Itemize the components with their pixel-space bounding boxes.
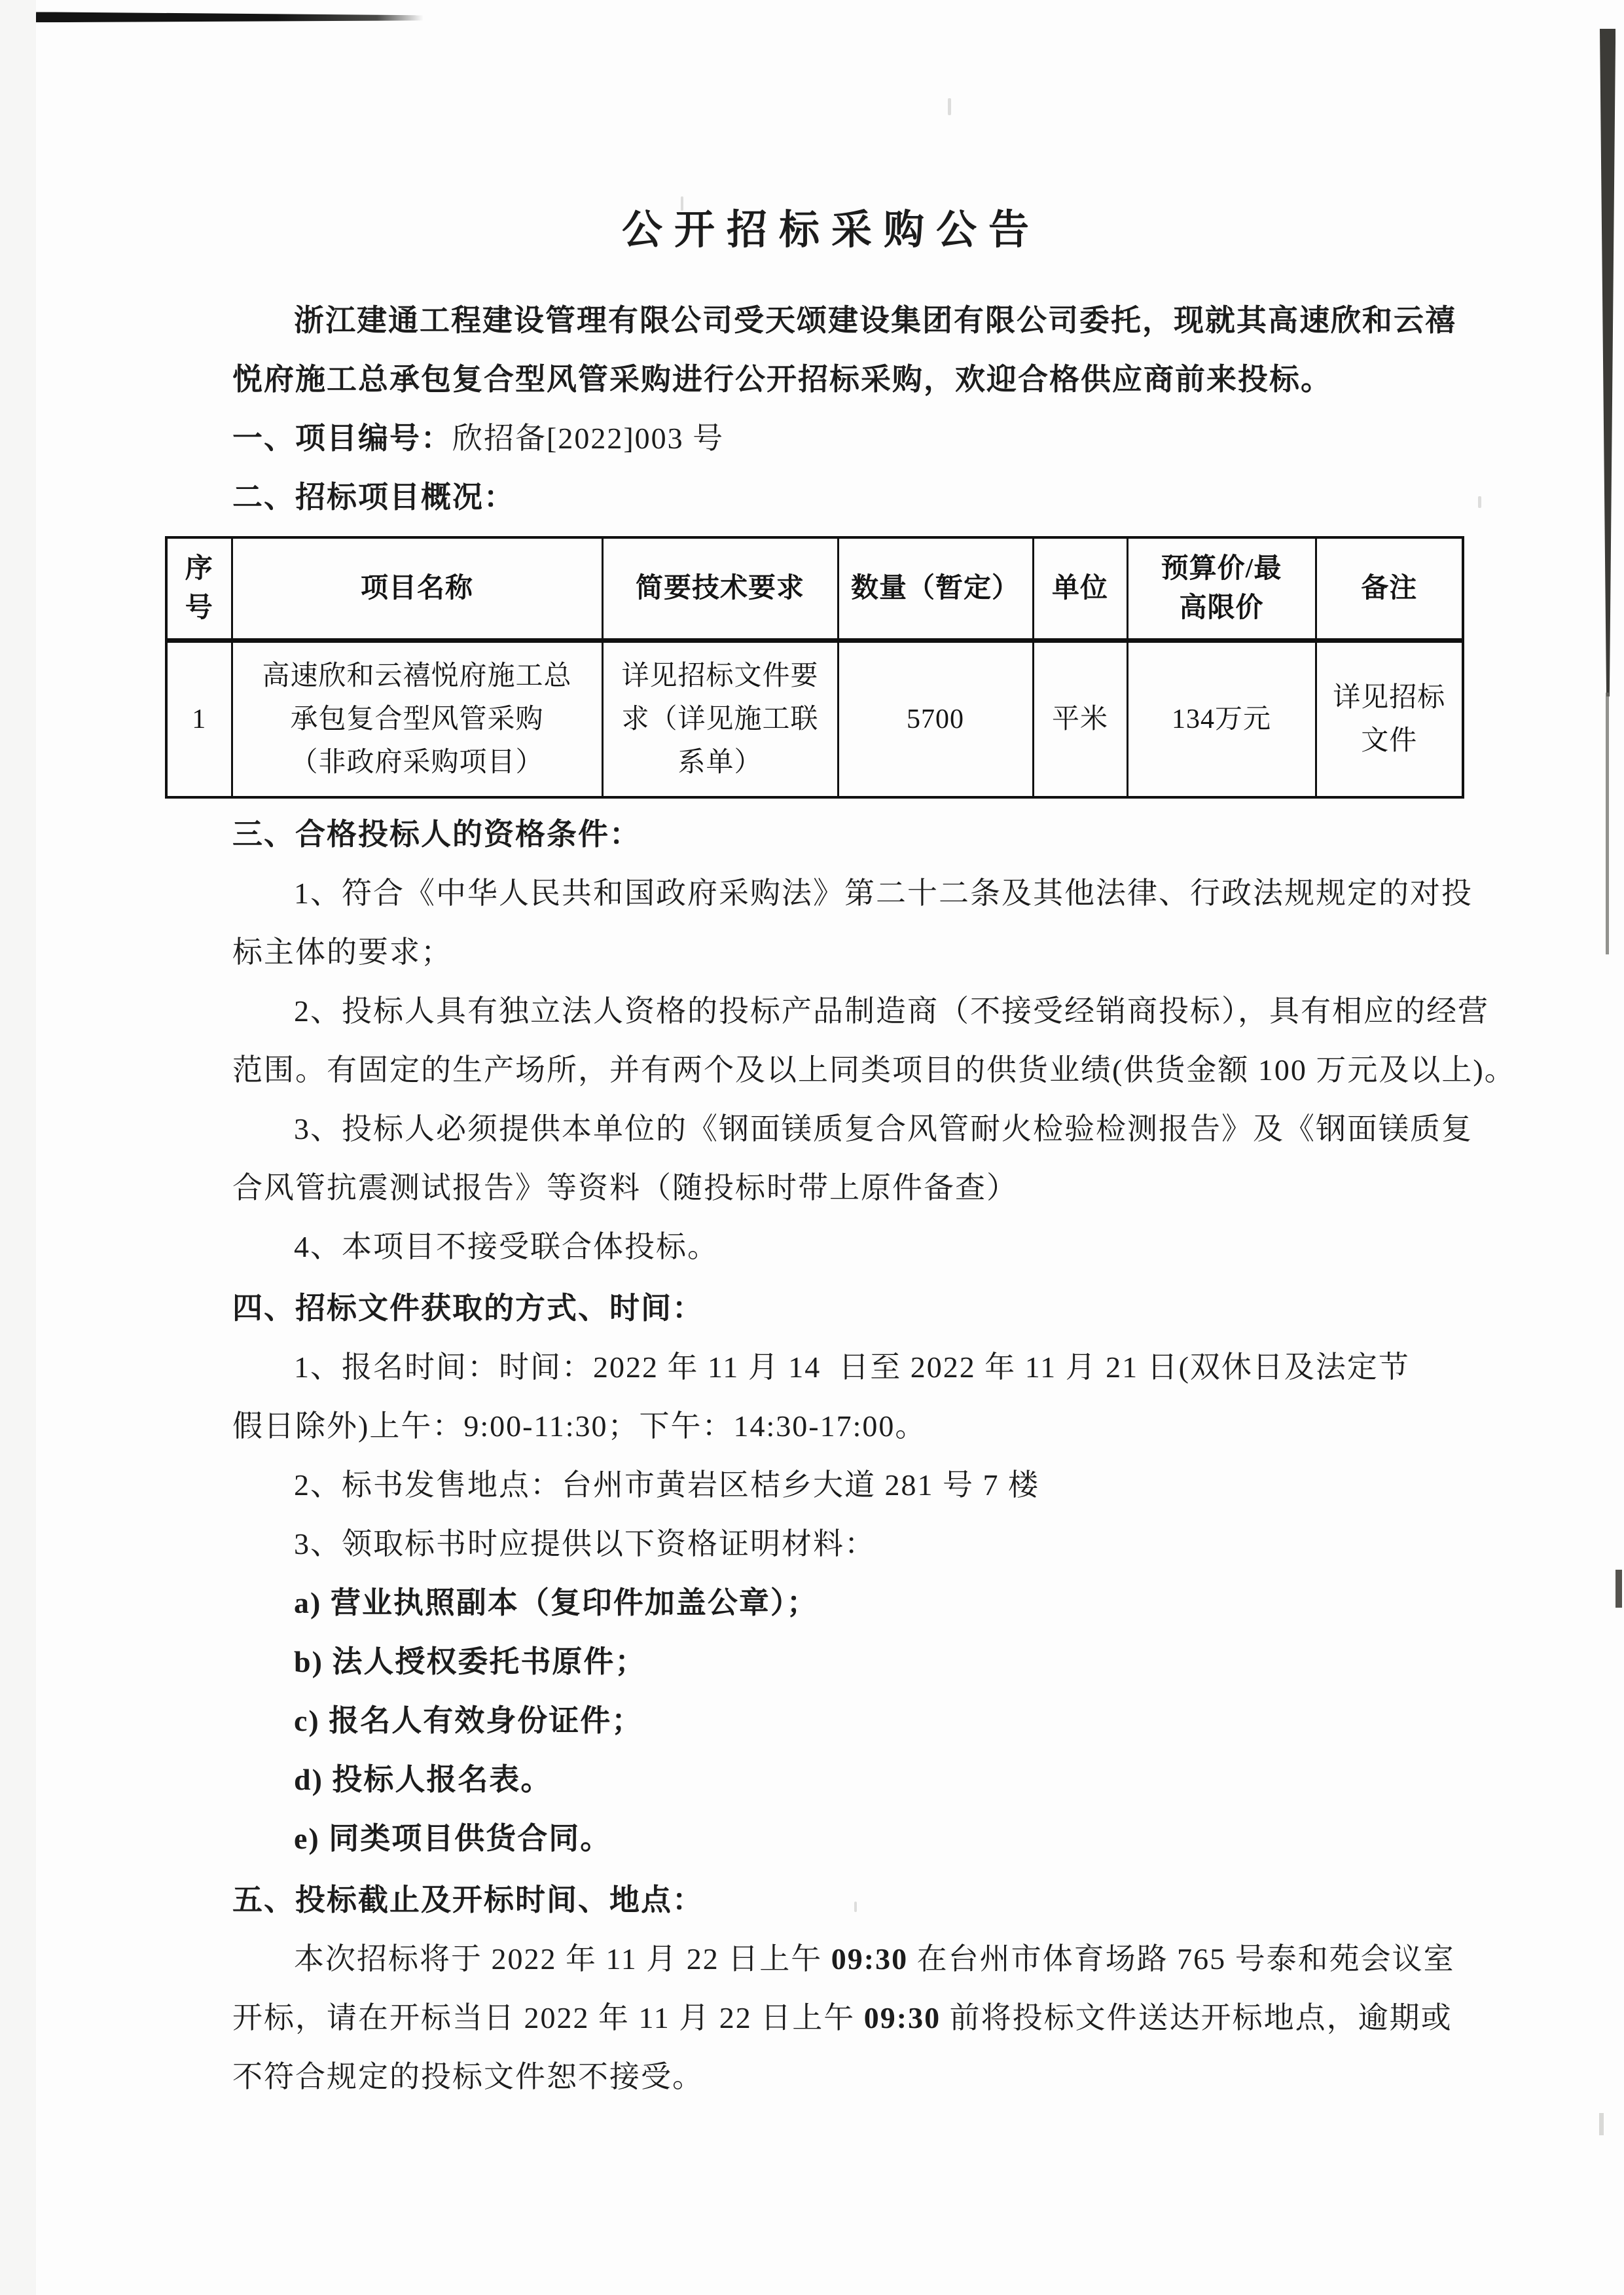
tech-requirements-line: 系单）	[677, 748, 763, 778]
credential-item-e: e) 同类项目供货合同。	[294, 1822, 612, 1855]
project-overview-table	[165, 536, 1464, 799]
section4-item-line: 3、领取标书时应提供以下资格证明材料：	[294, 1527, 876, 1561]
project-name-line: 高速欣和云禧悦府施工总	[262, 661, 572, 691]
document-content	[185, 193, 1516, 2106]
remark-line: 详见招标	[1333, 683, 1446, 713]
section4-item-line: 假日除外)上午：9:00-11:30；下午：14:30-17:00。	[232, 1409, 927, 1443]
project-overview-table-wrap	[165, 536, 1462, 799]
section1-label: 一、项目编号：	[232, 422, 452, 455]
section3-item-line: 标主体的要求；	[232, 935, 452, 969]
tech-requirements-line: 求（详见施工联	[621, 704, 819, 734]
scan-artifact-right-bar-tail	[1606, 693, 1609, 954]
opening-text: 本次招标将于 2022 年 11 月 22 日上午	[294, 1942, 831, 1976]
deadline-text-post: 前将投标文件送达开标地点，逾期或	[941, 2001, 1453, 2034]
section4-heading: 四、招标文件获取的方式、时间：	[232, 1292, 704, 1325]
table-header-row	[166, 537, 1463, 641]
cell-unit: 平米	[1033, 641, 1127, 798]
tech-requirements-line: 详见招标文件要	[621, 661, 819, 691]
document-title: 公开招标采购公告	[621, 208, 1041, 253]
column-header-serial: 序号	[166, 537, 232, 641]
cell-remark	[1316, 641, 1463, 798]
column-header-budget	[1127, 537, 1316, 641]
table-row	[166, 641, 1463, 798]
project-number-value: 欣招备[2022]003 号	[452, 422, 725, 455]
deadline-time: 09:30	[863, 2001, 941, 2034]
opening-time: 09:30	[831, 1942, 909, 1976]
section5-line	[232, 1930, 1476, 1989]
scan-speck	[948, 98, 951, 115]
project-name-line: 承包复合型风管采购	[290, 704, 544, 734]
section5-line	[232, 1989, 1476, 2048]
column-header-project-name: 项目名称	[232, 537, 602, 641]
scan-artifact-right-mark	[1615, 1570, 1622, 1608]
section1-project-number	[232, 409, 1476, 468]
section3-item-line: 3、投标人必须提供本单位的《钢面镁质复合风管耐火检验检测报告》及《钢面镁质复	[294, 1112, 1473, 1146]
column-header-quantity: 数量（暂定）	[838, 537, 1033, 641]
remark-line: 文件	[1361, 726, 1418, 756]
section3-item-line: 1、符合《中华人民共和国政府采购法》第二十二条及其他法律、行政法规规定的对投	[294, 876, 1473, 910]
credential-item-b: b) 法人授权委托书原件；	[294, 1645, 647, 1678]
scan-artifact-top-line	[36, 12, 424, 24]
budget-header-line: 高限价	[1179, 593, 1264, 623]
section4-item-line: 1、报名时间：时间：2022 年 11 月 14 日至 2022 年 11 月 21 日(双休日及法定节	[294, 1350, 1410, 1384]
scan-speck	[1478, 496, 1481, 508]
section3-item-line: 4、本项目不接受联合体投标。	[294, 1230, 719, 1263]
intro-paragraph-line: 悦府施工总承包复合型风管采购进行公开招标采购，欢迎合格供应商前来投标。	[232, 363, 1332, 396]
section5-line: 不符合规定的投标文件恕不接受。	[232, 2060, 704, 2093]
section5-heading: 五、投标截止及开标时间、地点：	[232, 1883, 704, 1917]
cell-project-name	[232, 641, 602, 798]
column-header-tech-requirements: 简要技术要求	[602, 537, 838, 641]
credential-item-c: c) 报名人有效身份证件；	[294, 1704, 643, 1737]
project-name-line: （非政府采购项目）	[290, 748, 544, 778]
opening-location: 在台州市体育场路 765 号泰和苑会议室	[908, 1942, 1455, 1976]
section3-item-line: 合风管抗震测试报告》等资料（随投标时带上原件备查）	[232, 1171, 1018, 1204]
cell-budget: 134万元	[1127, 641, 1316, 798]
section4-item-line: 2、标书发售地点：台州市黄岩区桔乡大道 281 号 7 楼	[294, 1468, 1039, 1502]
budget-header-line: 预算价/最	[1161, 554, 1282, 584]
scan-artifact-right-mark-faint	[1599, 2113, 1604, 2135]
credential-item-a: a) 营业执照副本（复印件加盖公章）；	[294, 1586, 818, 1619]
section2-heading: 二、招标项目概况：	[232, 480, 515, 514]
credential-item-d: d) 投标人报名表。	[294, 1763, 552, 1796]
cell-tech-requirements	[602, 641, 838, 798]
cell-serial: 1	[166, 641, 232, 798]
section3-item-line: 2、投标人具有独立法人资格的投标产品制造商（不接受经销商投标），具有相应的经营	[294, 994, 1489, 1028]
scan-artifact-right-bar	[1600, 29, 1615, 696]
column-header-remark: 备注	[1316, 537, 1463, 641]
deadline-text: 开标，请在开标当日 2022 年 11 月 22 日上午	[232, 2001, 864, 2034]
cell-quantity: 5700	[838, 641, 1033, 798]
scan-left-shadow	[0, 0, 36, 2295]
intro-paragraph-line: 浙江建通工程建设管理有限公司受天颂建设集团有限公司委托，现就其高速欣和云禧	[294, 304, 1456, 337]
section3-heading: 三、合格投标人的资格条件：	[232, 818, 641, 851]
column-header-unit: 单位	[1033, 537, 1127, 641]
section3-item-line: 范围。有固定的生产场所，并有两个及以上同类项目的供货业绩(供货金额 100 万元及以上)。	[232, 1053, 1516, 1087]
